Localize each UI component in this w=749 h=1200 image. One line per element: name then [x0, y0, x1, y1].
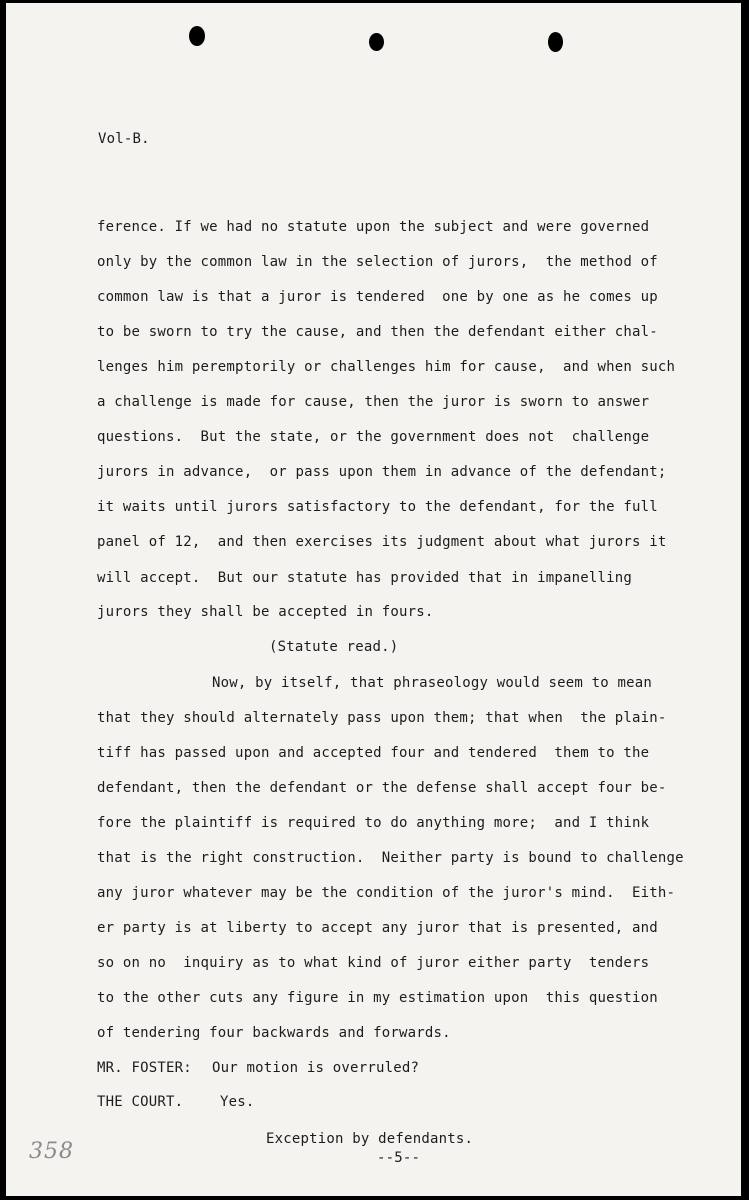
- body-line: to be sworn to try the cause, and then the defendant either chal-: [97, 324, 658, 340]
- speaker-label: MR. FOSTER:: [97, 1060, 192, 1076]
- body-line: to the other cuts any figure in my estimation upon this question: [97, 990, 658, 1006]
- body-line: panel of 12, and then exercises its judgment about what jurors it: [97, 534, 667, 550]
- body-line: it waits until jurors satisfactory to the defendant, for the full: [97, 499, 658, 515]
- body-line: common law is that a juror is tendered one by one as he comes up: [97, 289, 658, 305]
- body-line: will accept. But our statute has provided that in impanelling: [97, 570, 632, 586]
- body-line: lenges him peremptorily or challenges him for cause, and when such: [97, 359, 676, 375]
- body-line: a challenge is made for cause, then the juror is sworn to answer: [97, 394, 650, 410]
- body-line: fore the plaintiff is required to do anything more; and I think: [97, 815, 650, 831]
- punch-hole-right: [548, 32, 563, 52]
- speaker-label: THE COURT.: [97, 1094, 184, 1110]
- body-line: tiff has passed upon and accepted four and tendered them to the: [97, 745, 650, 761]
- speaker-text: Yes.: [220, 1094, 255, 1110]
- punch-hole-left: [189, 26, 205, 46]
- body-line: only by the common law in the selection of jurors, the method of: [97, 254, 658, 270]
- transcript-page: [6, 3, 741, 1196]
- body-line: questions. But the state, or the government does not challenge: [97, 429, 650, 445]
- paragraph-first-line: Now, by itself, that phraseology would seem to mean: [212, 675, 653, 691]
- body-line: er party is at liberty to accept any juror that is presented, and: [97, 920, 658, 936]
- exception-note: Exception by defendants.: [266, 1131, 474, 1147]
- body-line: of tendering four backwards and forwards.: [97, 1025, 451, 1041]
- volume-label: Vol-B.: [98, 131, 150, 147]
- body-line: that they should alternately pass upon them; that when the plain-: [97, 710, 667, 726]
- punch-hole-center: [369, 33, 384, 51]
- body-line: defendant, then the defendant or the defense shall accept four be-: [97, 780, 667, 796]
- body-line: ference. If we had no statute upon the subject and were governed: [97, 219, 650, 235]
- speaker-text: Our motion is overruled?: [212, 1060, 420, 1076]
- body-line: that is the right construction. Neither party is bound to challenge: [97, 850, 684, 866]
- body-line: jurors in advance, or pass upon them in advance of the defendant;: [97, 464, 667, 480]
- body-line: any juror whatever may be the condition of the juror's mind. Eith-: [97, 885, 676, 901]
- body-line: so on no inquiry as to what kind of juror either party tenders: [97, 955, 650, 971]
- body-line: jurors they shall be accepted in fours.: [97, 604, 434, 620]
- statute-note: (Statute read.): [269, 639, 399, 655]
- handwritten-page-number: 358: [29, 1139, 74, 1164]
- page-number: --5--: [377, 1150, 421, 1166]
